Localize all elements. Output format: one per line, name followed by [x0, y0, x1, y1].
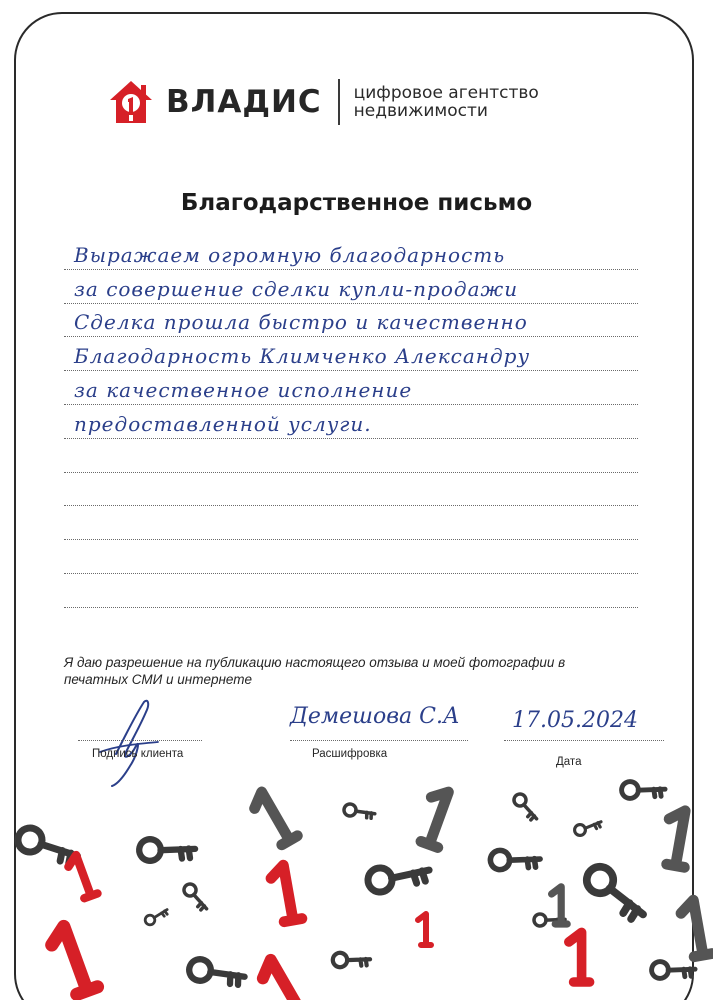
handwritten-text: за качественное исполнение [74, 377, 413, 402]
letter-line [64, 270, 638, 304]
letter-line [64, 337, 638, 371]
brand-name: ВЛАДИС [166, 84, 322, 120]
date-caption: Дата [556, 756, 582, 768]
publication-consent: Я даю разрешение на публикацию настоящего отзыва и моей фотографии в печатных СМИ и интернете [64, 655, 566, 687]
handwritten-text: Благодарность Климченко Александру [74, 344, 531, 369]
handwritten-text: предоставленной услуги. [74, 411, 372, 436]
decoding-handwritten: Демешова С.А [290, 704, 460, 729]
letter-line [64, 540, 638, 574]
date-line [504, 740, 664, 741]
tagline-line-1: цифровое агентство [353, 83, 539, 103]
handwritten-text: Сделка прошла быстро и качественно [74, 310, 528, 335]
logo-divider [338, 79, 340, 125]
letter-line [64, 405, 638, 439]
handwritten-text: Выражаем огромную благодарность [74, 242, 506, 267]
letter-body [64, 236, 638, 608]
brand-tagline [354, 84, 539, 120]
decoding-line [290, 740, 468, 741]
letter-line [64, 506, 638, 540]
page-title: Благодарственное письмо [180, 190, 533, 216]
house-key-icon [108, 79, 154, 125]
signature-line [78, 740, 202, 741]
keys-pattern-icon [0, 770, 713, 1000]
signature-caption: Подпись клиента [92, 748, 184, 760]
brand-logo [108, 76, 539, 128]
decoding-caption: Расшифровка [312, 748, 388, 760]
handwritten-text: за совершение сделки купли-продажи [74, 276, 519, 301]
letter-line [64, 473, 638, 507]
date-handwritten: 17.05.2024 [512, 708, 638, 733]
letter-line [64, 439, 638, 473]
letter-line [64, 371, 638, 405]
tagline-line-2: недвижимости [353, 101, 488, 121]
letter-line [64, 574, 638, 608]
letter-line [64, 236, 638, 270]
letter-line [64, 304, 638, 338]
